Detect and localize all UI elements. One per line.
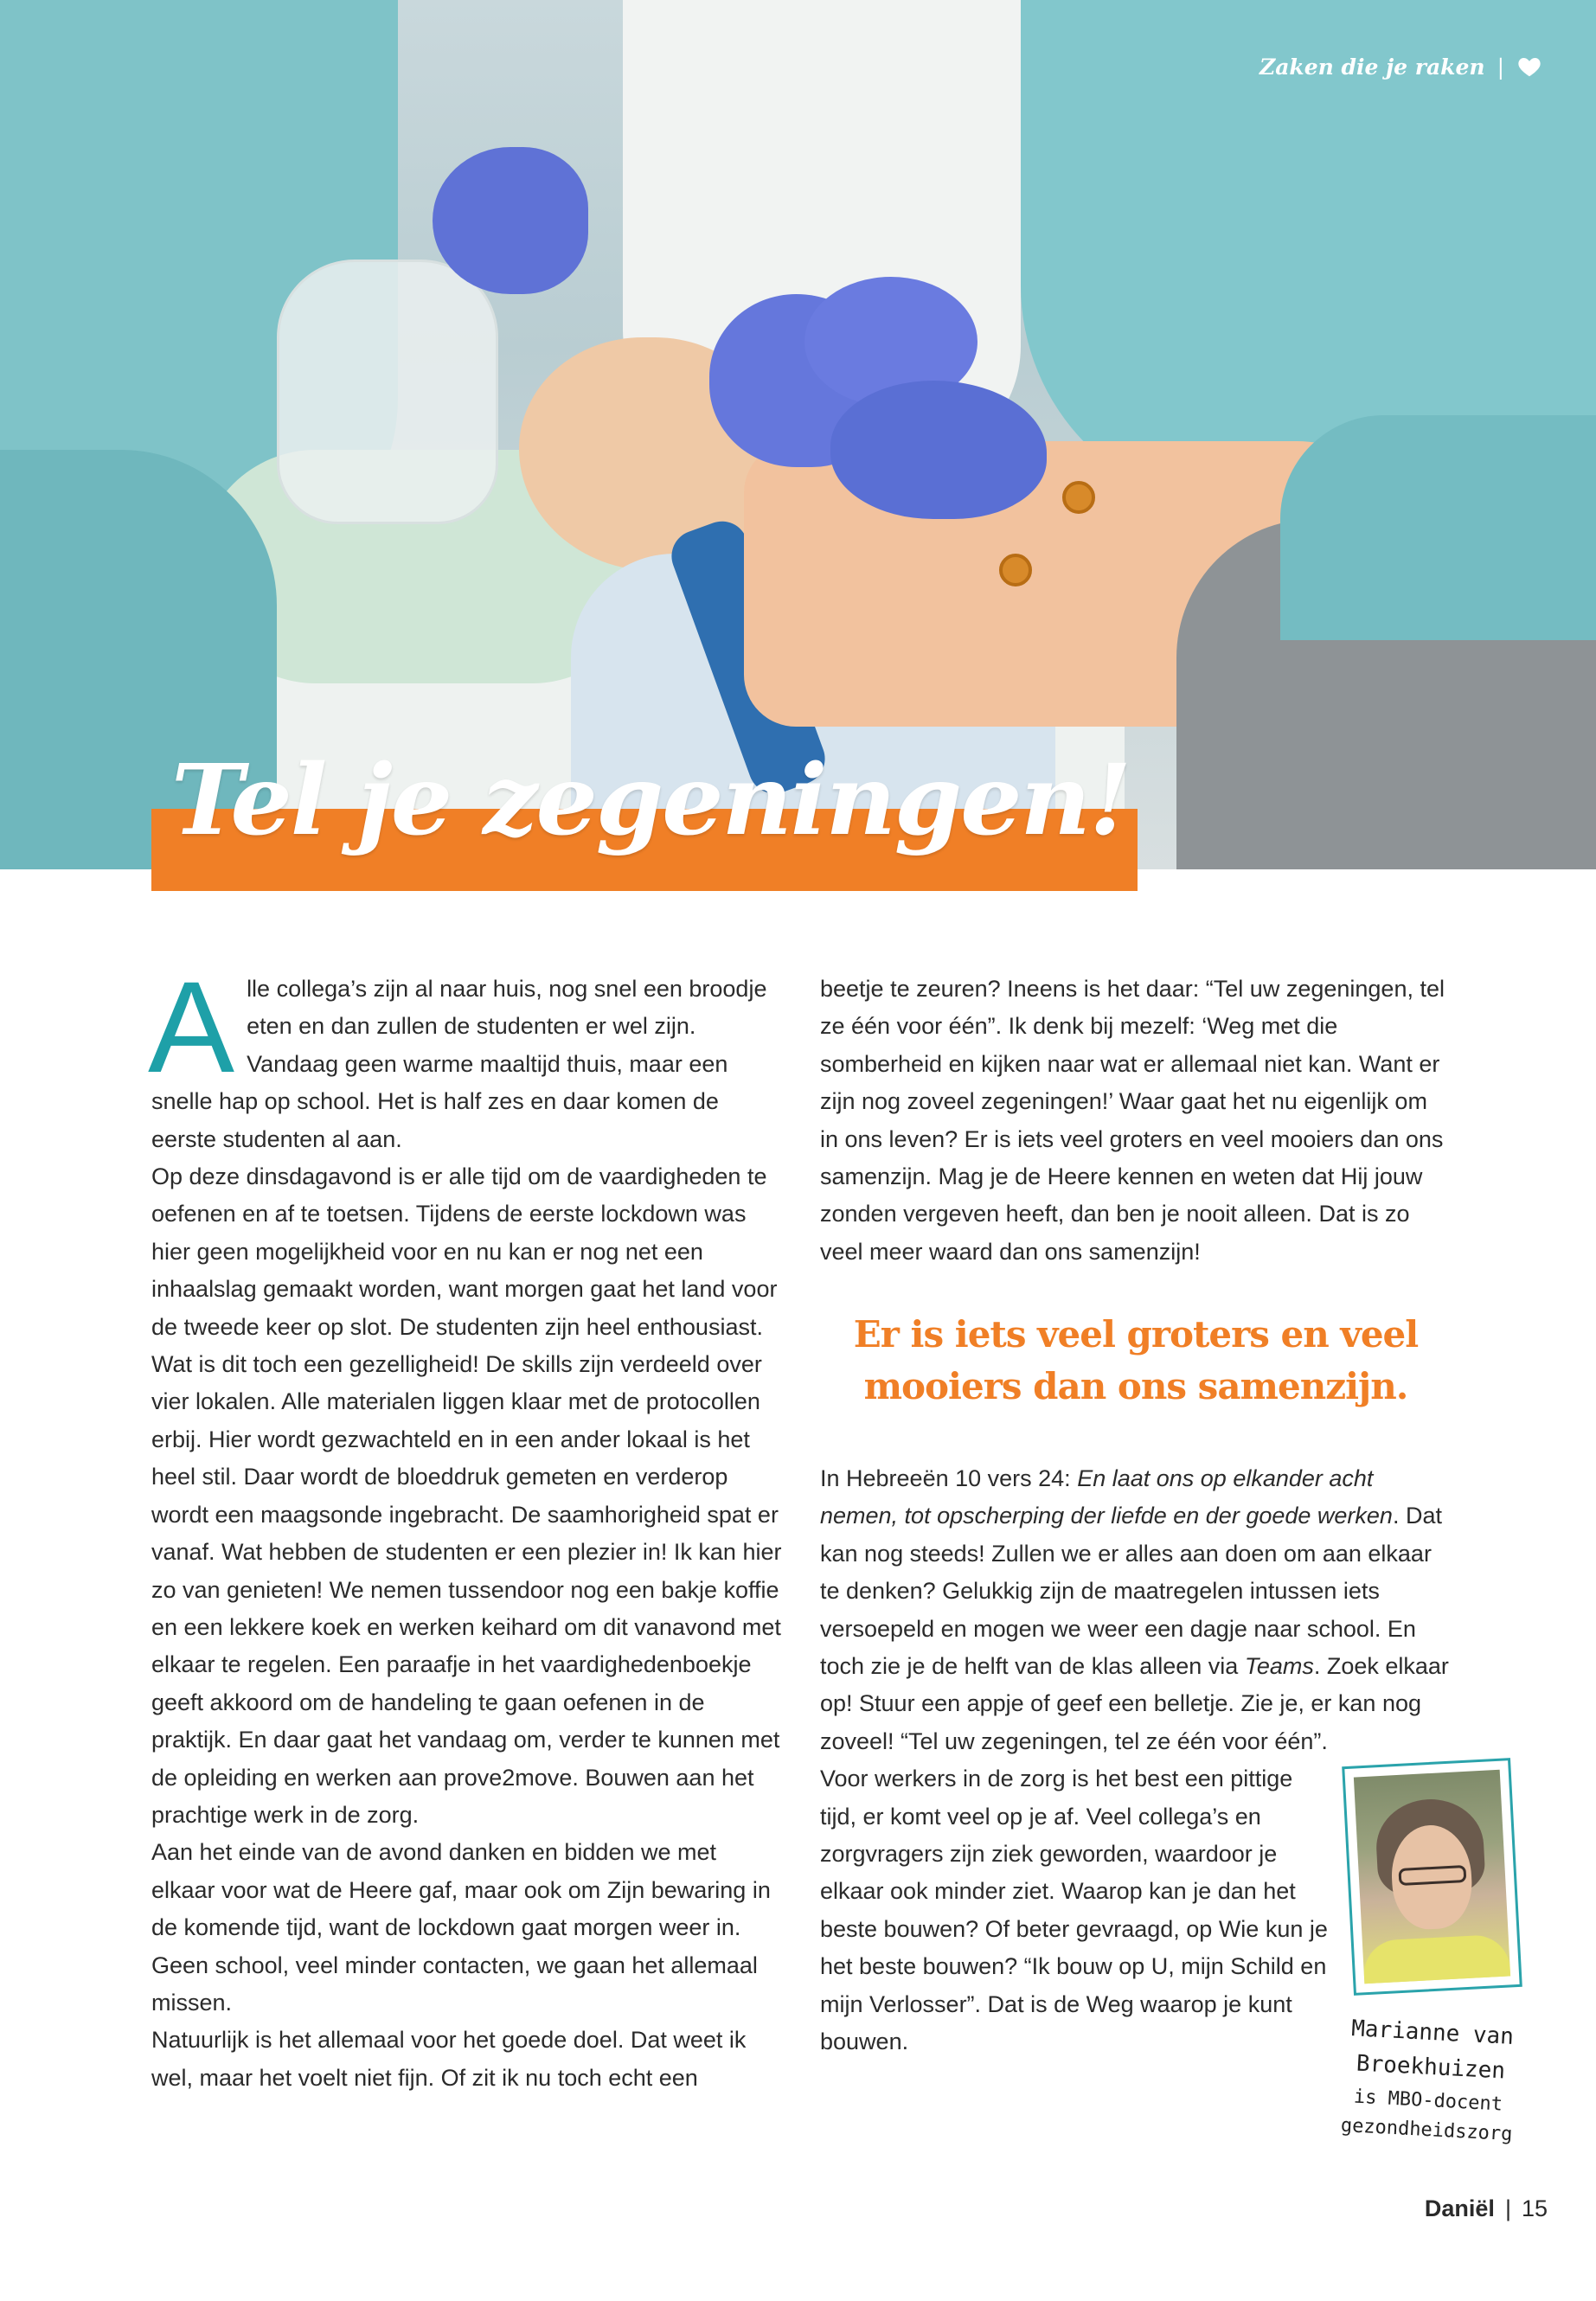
teams-term: Teams bbox=[1244, 1653, 1314, 1680]
paragraph-text: . Zoek elkaar op! Stuur een appje of geef een belletje. Zie je, er kan nog zoveel! “Tel uw zegeningen, tel ze één voor één”. bbox=[820, 1653, 1449, 1754]
portrait-shirt bbox=[1362, 1933, 1510, 1984]
portrait-glasses bbox=[1398, 1865, 1466, 1886]
scripture-quote: En laat ons op elkander acht nemen, tot opscherping der liefde en der goede werken bbox=[820, 1465, 1393, 1529]
section-label-text: Zaken die je raken bbox=[1259, 54, 1485, 80]
gloved-hand bbox=[830, 381, 1047, 519]
hero-photo bbox=[0, 0, 1596, 869]
article-column-left bbox=[148, 954, 783, 2097]
page-footer bbox=[1425, 2195, 1548, 2222]
page-number: 15 bbox=[1521, 2195, 1548, 2221]
paragraph bbox=[820, 1460, 1452, 1760]
drop-cap: A bbox=[148, 954, 235, 1099]
gloved-hand bbox=[433, 147, 588, 294]
paragraph: beetje te zeuren? Ineens is het daar: “Tel uw zegeningen, tel ze één voor één”. Ik denk bij mezelf: ‘Weg met die somberheid en kijken naar wat er allemaal niet kan. Want er zijn nog zoveel zegeningen!’ Waar gaat het nu eigenlijk om in ons leven? Er is iets veel groters en veel mooiers dan ons samenzijn. Mag je de Heere kennen en weten dat Hij jouw zonden vergeven heeft, dan ben je nooit alleen. Dat is zo veel meer waard dan ons samenzijn! bbox=[820, 976, 1445, 1265]
scripture-intro: In Hebreeën 10 vers 24: bbox=[820, 1465, 1078, 1491]
paragraph: Voor werkers in de zorg is het best een pittige tijd, er komt veel op je af. Veel collega’s en zorgvragers zijn ziek geworden, waardoor je elkaar ook minder ziet. Waarop kan je dan het beste bouwen? Of beter gevraagd, op Wie kun je het beste bouwen? “Ik bouw op U, mijn Schild en mijn Verlosser”. Dat is de Weg waarop je kunt bouwen. bbox=[820, 1766, 1328, 2055]
nurse-scrubs-right-lower bbox=[1280, 415, 1596, 640]
heart-icon bbox=[1516, 54, 1542, 80]
pull-quote: Er is iets veel groters en veel mooiers dan ons samenzijn. bbox=[853, 1313, 1419, 1407]
section-label bbox=[1259, 54, 1542, 80]
footer-separator: | bbox=[1504, 2195, 1511, 2221]
paragraph: Op deze dinsdagavond is er alle tijd om de vaardigheden te oefenen en af te toetsen. Tijdens de eerste lockdown was hier geen mogelijkheid voor en nu kan er nog net een inhaalslag gemaakt worden, want morgen gaat het land voor de tweede keer op slot. De studenten zijn heel enthousiast. Wat is dit toch een gezelligheid! De skills zijn verdeeld over vier lokalen. Alle materialen liggen klaar met de protocollen erbij. Hier wordt gezwachteld en in een ander lokaal is het heel stil. Daar wordt de bloeddruk gemeten en verderop wordt een maagsonde ingebracht. De saamhorigheid spat er vanaf. Wat hebben de studenten er een plezier in! Ik kan hier zo van genieten! We nemen tussendoor nog een bakje koffie en een lekkere koek en werken keihard om dit vanavond met elkaar te regelen. Een paraafje in het vaardighedenboekje geeft akkoord om de handeling te gaan oefenen in de praktijk. En daar gaat het vandaag om, verder te kunnen met de opleiding en werken aan prove2move. Bouwen aan het prachtige werk in de zorg. bbox=[151, 1163, 782, 1828]
section-separator: | bbox=[1497, 54, 1504, 80]
paragraph: Aan het einde van de avond danken en bidden we met elkaar voor wat de Heere gaf, maar ook om Zijn bewaring in de komende tijd, want de lockdown gaat morgen weer in. Geen school, veel minder contacten, we gaan het allemaal missen. bbox=[151, 1839, 771, 2016]
manikin-marker bbox=[1062, 481, 1095, 514]
author-portrait bbox=[1354, 1770, 1510, 1984]
paragraph: lle collega’s zijn al naar huis, nog snel een broodje eten en dan zullen de studenten er wel zijn. Vandaag geen warme maaltijd thuis, maar een snelle hap op school. Het is half zes en daar komen de eerste studenten al aan. bbox=[151, 976, 767, 1152]
paragraph: Natuurlijk is het allemaal voor het goede doel. Dat weet ik wel, maar het voelt niet fijn. Of zit ik nu toch echt een bbox=[151, 2027, 747, 2091]
author-role: is MBO-docent gezondheidszorg bbox=[1340, 2086, 1513, 2146]
resuscitation-bag bbox=[277, 260, 498, 524]
manikin-marker bbox=[999, 554, 1032, 586]
magazine-name: Daniël bbox=[1424, 2195, 1495, 2221]
article-title: Tel je zegeningen! bbox=[171, 744, 1131, 857]
author-name: Marianne van Broekhuizen bbox=[1350, 2016, 1515, 2085]
paragraph-text: . Dat kan nog steeds! Zullen we er alles aan doen om aan elkaar te denken? Gelukkig zijn de maatregelen intussen iets versoepeld en mogen we weer een dagje naar school. En toch zie je de helft van de klas alleen via bbox=[820, 1503, 1442, 1680]
author-photo bbox=[1342, 1758, 1522, 1996]
article-column-right bbox=[820, 971, 1452, 1271]
